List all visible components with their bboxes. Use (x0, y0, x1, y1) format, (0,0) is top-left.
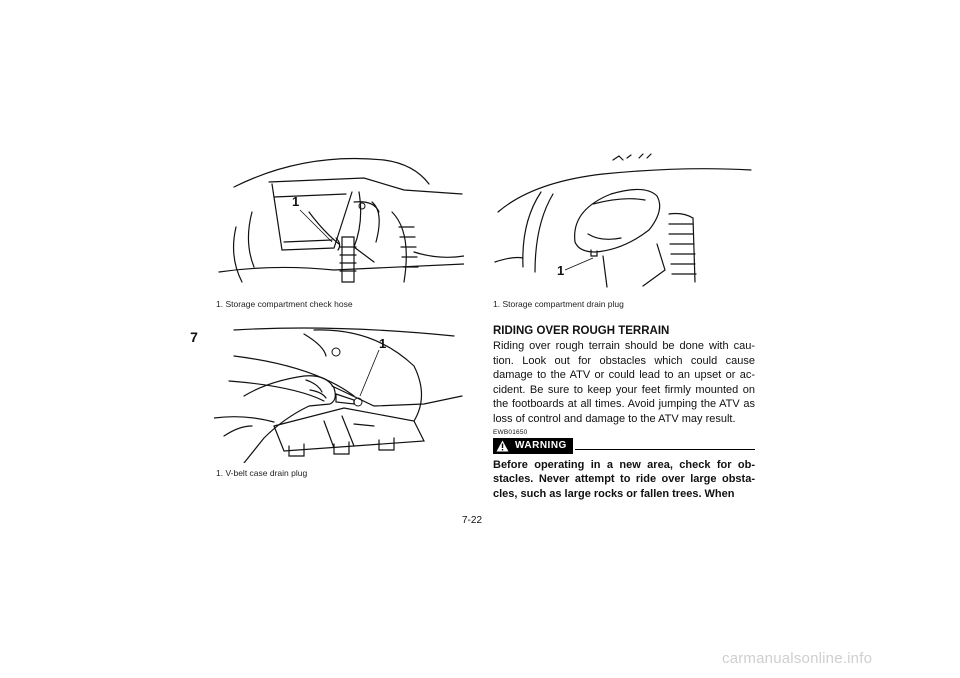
warning-header (493, 437, 755, 455)
figure-storage-drain-plug-drawing (493, 152, 755, 292)
warning-rule (575, 441, 755, 450)
warning-badge (493, 438, 573, 454)
figure-storage-check-hose-drawing (214, 152, 464, 292)
figure-3-callout: 1 (557, 263, 565, 278)
warning-code: EWB01650 (493, 428, 528, 436)
figure-2-caption: 1. V-belt case drain plug (216, 468, 308, 478)
chapter-tab: 7 (190, 329, 198, 345)
figure-storage-drain-plug (493, 152, 755, 292)
page-number: 7-22 (462, 515, 483, 526)
figure-vbelt-drain-plug (214, 326, 464, 463)
figure-3-caption: 1. Storage compartment drain plug (493, 299, 624, 309)
figure-storage-check-hose (214, 152, 464, 292)
watermark: carmanualsonline.info (722, 650, 873, 667)
figure-1-callout: 1 (292, 194, 300, 209)
section-title: RIDING OVER ROUGH TERRAIN (493, 325, 670, 337)
figure-2-callout: 1 (379, 336, 387, 351)
figure-1-caption: 1. Storage compartment check hose (216, 299, 353, 309)
figure-vbelt-drain-plug-drawing (214, 326, 464, 463)
section-body: Riding over rough terrain should be done with caution. Look out for obstacles which could cause damage to the ATV or could lead to an upset or accident. Be sure to keep your feet firmly mounted on the footboards at all times. Avoid jumping the ATV as loss of control and damage to the ATV may result. (493, 340, 755, 425)
section-riding-rough-terrain (493, 324, 755, 502)
warning-label: WARNING (515, 440, 567, 452)
warning-triangle-icon (496, 440, 509, 452)
warning-text: Before operating in a new area, check for obstacles. Never attempt to ride over large obstacles, such as large rocks or fallen trees. When (493, 458, 755, 501)
